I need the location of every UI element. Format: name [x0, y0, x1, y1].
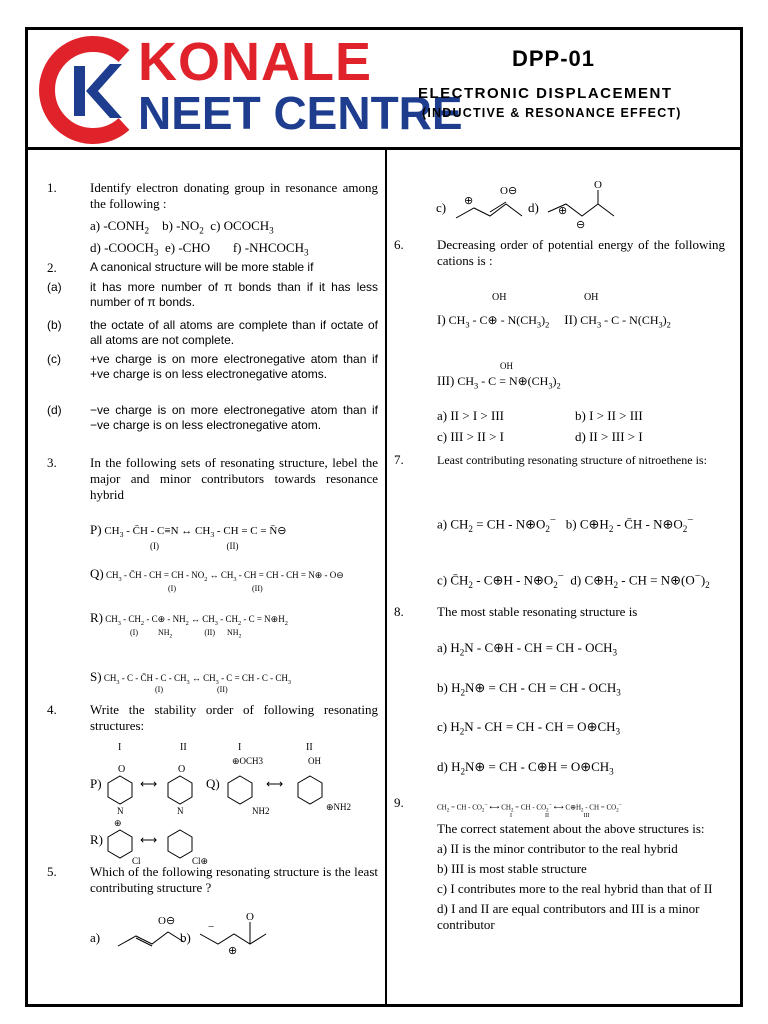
svg-text:−: − [208, 921, 215, 933]
q1-options-row1: a) $-CONH_2$ b) $-NO_2$ c) $OCOCH_3$ [90, 218, 274, 236]
q4-ring-structures-icon [88, 742, 378, 872]
q3-structure-q: Q) $CH_3$ - C̄H - CH = CH - $NO_2$ ↔ $CH_3$ - CH = CH - CH = N⊕ - O⊖ [90, 566, 344, 583]
svg-text:⊕: ⊕ [558, 205, 568, 217]
q3-structure-p: P) $CH_3$ - C̄H - C≡N ↔ $CH_3$ - CH = C = N̄⊖ [90, 522, 287, 540]
svg-text:a): a) [90, 930, 101, 945]
svg-text:NH2: NH2 [252, 806, 270, 816]
svg-text:⟷: ⟷ [266, 777, 284, 791]
q2-option-d: −ve charge is on more electronegative atom than if −ve charge is on less electronegative atom. [90, 403, 378, 432]
q4-text: Write the stability order of following resonating structures: [90, 702, 378, 733]
q3-number: 3. [47, 455, 57, 470]
svg-text:Cl: Cl [132, 856, 141, 866]
q5-options-c-d-icon [436, 176, 696, 232]
svg-text:d): d) [528, 200, 539, 215]
svg-text:O: O [594, 179, 602, 191]
q8-option-b: b) $H_2N\oplus$ = CH - CH = CH - $OCH_3$ [437, 680, 621, 698]
q2-option-a-label: (a) [47, 280, 62, 294]
q2-option-c: +ve charge is on more electronegative atom than if +ve charge is on less electronegative atoms. [90, 352, 378, 381]
svg-text:⟷: ⟷ [140, 833, 158, 847]
q6-answer-d: d) II > III > I [575, 429, 643, 444]
q6-oh-label-3: OH [500, 361, 513, 371]
q6-structure-3: III) $CH_3$ - $C = N\oplus(CH_3)_2$ [437, 373, 561, 391]
q6-answer-c: c) III > II > I [437, 429, 504, 444]
svg-text:⊕: ⊕ [114, 818, 122, 828]
svg-text:O⊖: O⊖ [500, 185, 518, 197]
q1-options-row2: d) $-COOCH_3$ e) -CHO f) $-NHCOCH_3$ [90, 240, 309, 258]
svg-text:⊖: ⊖ [576, 219, 586, 231]
q2-option-a: it has more number of π bonds than if it has less number of π bonds. [90, 280, 378, 309]
svg-text:I: I [118, 742, 122, 753]
svg-text:O⊖: O⊖ [158, 915, 176, 927]
q7-option-a: a) $CH_2$ = CH - $N\oplus O_2^-$ b) $C\oplus H_2$ - C̄H - $N\oplus O_2^-$ [437, 514, 694, 534]
q7-text: Least contributing resonating structure of nitroethene is: [437, 453, 707, 467]
q9-number: 9. [394, 795, 404, 810]
q3-r-labels: (I) $NH_2$ (II) $NH_2$ [130, 628, 242, 640]
q5-number: 5. [47, 864, 57, 879]
q8-option-d: d) $H_2N\oplus$ = CH - C⊕H = $O\oplus CH_3$ [437, 759, 614, 777]
q8-text: The most stable resonating structure is [437, 604, 638, 619]
svg-text:N: N [117, 806, 124, 816]
q9-option-a: a) II is the minor contributor to the real hybrid [437, 841, 678, 856]
q6-answer-a: a) II > I > III [437, 408, 504, 423]
q9-option-c: c) I contributes more to the real hybrid than that of II [437, 881, 713, 896]
header [28, 30, 740, 150]
q3-s-labels: (I) (II) [155, 685, 228, 694]
svg-text:II: II [306, 742, 313, 753]
q2-option-c-label: (c) [47, 352, 61, 366]
q1-number: 1. [47, 180, 57, 195]
q6-number: 6. [394, 237, 404, 252]
svg-text:O: O [178, 764, 186, 775]
q8-option-a: a) $H_2N$ - C⊕H - CH = CH - $OCH_3$ [437, 640, 618, 658]
q3-text: In the following sets of resonating structure, lebel the major and minor contributors towards resonance hybrid [90, 455, 378, 502]
q2-text: A canonical structure will be more stable if [90, 260, 314, 274]
q3-q-labels: (I) (II) [168, 584, 263, 593]
q6-oh-labels: OH OH [492, 292, 599, 303]
brand-top: KONALE [138, 32, 372, 92]
q2-option-d-label: (d) [47, 403, 62, 417]
svg-text:N: N [177, 806, 184, 816]
q2-option-b: the octate of all atoms are complete than if octate of all atoms are not complete. [90, 318, 378, 347]
svg-text:R): R) [90, 832, 103, 847]
dpp-title: DPP-01 [512, 46, 596, 71]
q4-number: 4. [47, 702, 57, 717]
q8-option-c: c) $H_2N$ - CH = CH - CH = $O\oplus CH_3$ [437, 719, 621, 737]
q6-structure-1: I) $CH_3$ - C⊕ - $N(CH_3)_2$ II) $CH_3$ - C - $N(CH_3)_2$ [437, 312, 671, 330]
q1-text: Identify electron donating group in resonance among the following : [90, 180, 378, 211]
svg-text:II: II [180, 742, 187, 753]
q9-option-b: b) III is most stable structure [437, 861, 587, 876]
q9-text: The correct statement about the above structures is: [437, 821, 705, 836]
q2-number: 2. [47, 260, 57, 275]
q5-options-a-b-icon [88, 908, 378, 964]
svg-text:Q): Q) [206, 776, 220, 791]
subtitle: ELECTRONIC DISPLACEMENT [418, 85, 673, 102]
svg-text:⊕NH2: ⊕NH2 [326, 802, 352, 812]
svg-text:OH: OH [308, 756, 321, 766]
q3-structure-s: S) $CH_3$ - C - C̄H - C - $CH_3$ ↔ $CH_3$ - C = CH - C - $CH_3$ [90, 669, 292, 686]
subtitle-2: (INDUCTIVE & RESONANCE EFFECT) [422, 106, 682, 120]
q2-option-b-label: (b) [47, 318, 62, 332]
svg-text:O: O [118, 764, 126, 775]
svg-text:⊕OCH3: ⊕OCH3 [232, 756, 264, 766]
svg-text:c): c) [436, 200, 447, 215]
q5-text: Which of the following resonating structure is the least contributing structure ? [90, 864, 378, 895]
q6-text: Decreasing order of potential energy of the following cations is : [437, 237, 725, 268]
q8-number: 8. [394, 604, 404, 619]
q9-structures: $CH_2$ = CH - $CO_2^-$ ⟷ $CH_2$ = CH - $CO_2^-$ ⟷ $C\oplus H_2$ - CH = $CO_2^-$ [437, 802, 622, 814]
svg-text:⟷: ⟷ [140, 777, 158, 791]
svg-text:P): P) [90, 776, 102, 791]
svg-text:Cl⊕: Cl⊕ [192, 856, 209, 866]
svg-text:b): b) [180, 930, 191, 945]
svg-text:O: O [246, 911, 254, 923]
konale-logo-icon [36, 36, 136, 144]
q7-option-c: c) $C̄H_2$ - C⊕H - $N\oplus O_2^-$ d) $C\oplus H_2$ - CH = $N\oplus(O^-)_2$ [437, 570, 710, 590]
q3-p-labels: (I) (II) [150, 541, 239, 551]
q7-number: 7. [394, 452, 404, 467]
q9-option-d: d) I and II are equal contributors and III is a minor contributor [437, 901, 700, 932]
column-divider [385, 150, 387, 1005]
svg-text:⊕: ⊕ [228, 945, 238, 957]
svg-text:⊕: ⊕ [464, 195, 474, 207]
svg-text:I: I [238, 742, 242, 753]
brand-bottom: NEET CENTRE [138, 87, 463, 139]
q9-structure-labels: I II III [510, 813, 590, 819]
q3-structure-r: R) $CH_3 - CH_2$ - C⊕ - $NH_2$ ↔ $CH_3 - CH_2$ - $C = N\oplus H_2$ [90, 610, 288, 627]
q6-answer-b: b) I > II > III [575, 408, 643, 423]
